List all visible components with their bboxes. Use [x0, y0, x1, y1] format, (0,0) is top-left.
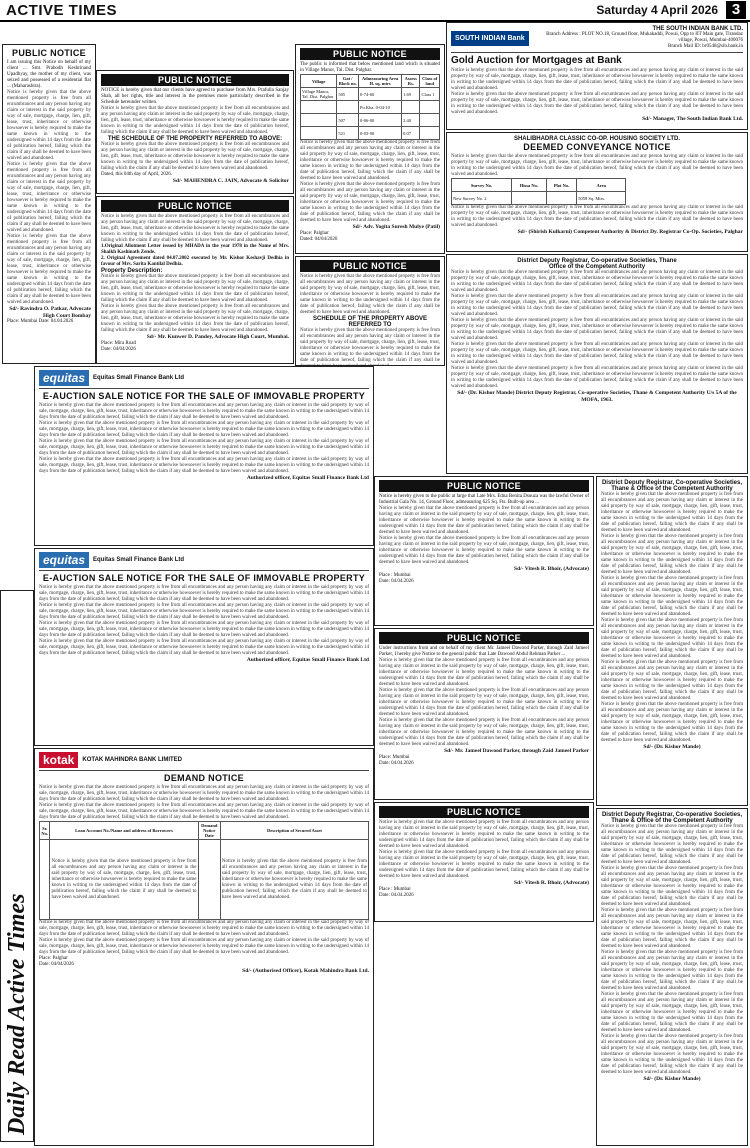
notice-dated: Dated, this 04th day of April, 2026. [101, 172, 172, 177]
notice-filler-2: Notice is hereby given that the above mentioned property is free from all encumbrances and any person having any claim or interest in the said property by way of sale, mortgage, charge, lien, gift, lease, trust, inheritance or otherwise howsoever is hereby required to make the same known in writing to the undersigned within 14 days from the date of publication hereof, failing which the claim if any shall be deemed to have been waived and abandoned. [7, 162, 91, 233]
district-registrar-notice-2 [596, 476, 748, 806]
notice-filler: Notice is hereby given that the above mentioned property is free from all encumbrances and any person having any claim or interest in the said property by way of sale, mortgage, charge, lien, gift, lease, trust, inheritance or otherwise howsoever is hereby required to make the same known in writing to the undersigned within 14 days from the date of publication hereof, failing which the claim if any shall be deemed to have been waived and abandoned. [601, 492, 743, 533]
notice-signature: Authorized officer, Equitas Small Finance Bank Ltd [246, 657, 369, 663]
notice-filler-2: Notice is hereby given that the above mentioned property is free from all encumbrances and any person having any claim or interest in the said property by way of sale, mortgage, charge, lien, gift, lease, trust, inheritance or otherwise howsoever is hereby required to make the same known in writing to the undersigned within 14 days from the date of publication hereof, failing which the claim if any shall be deemed to have been waived and abandoned. [39, 603, 369, 620]
notice-date: Date: 04/04/2026 [39, 962, 74, 967]
notice-title: District Deputy Registrar, Co-operative Societies, Thane [517, 258, 677, 264]
notice-filler: Notice is hereby given that the above mentioned property is free from all encumbrances and any person having any claim or interest in the said property by way of sale, mortgage, charge, lien, gift, lease, trust, inheritance or otherwise howsoever is hereby required to make the same known in writing to the undersigned within 14 days from the date of publication hereof, failing which the claim if any shall be deemed to have been waived and abandoned. [101, 106, 289, 135]
vertical-banner-text: Daily Read Active Times [4, 893, 30, 1135]
table-header-row [452, 179, 626, 192]
table-cell: 0.07 [402, 127, 420, 140]
table-row [452, 192, 626, 205]
table-header: Admeasuring Area H. sq. mtrs [359, 75, 402, 88]
notice-signature: Sd/- (Dr. Kishor Mande) District Deputy Registrar, Co-operative Societies, Thane & Competent Authority U/s 5A of the MOFA, 1963. [457, 390, 737, 403]
notice-filler-3: Notice is hereby given that the above mentioned property is free from all encumbrances and any person having any claim or interest in the said property by way of sale, mortgage, charge, lien, gift, lease, trust, inheritance or otherwise howsoever is hereby required to make the same known in writing to the undersigned within 14 days from the date of publication hereof, failing which the claim if any shall be deemed to have been waived and abandoned. [39, 621, 369, 638]
notice-filler: Notice is hereby given that the above mentioned property is free from all encumbrances and any person having any claim or interest in the said property by way of sale, mortgage, charge, lien, gift, lease, trust, inheritance or otherwise howsoever is hereby required to make the same known in writing to the undersigned within 14 days from the date of publication hereof, failing which the claim if any shall be deemed to have been waived and abandoned. [101, 214, 289, 243]
table-cell [420, 127, 440, 140]
notice-title: PUBLIC NOTICE [12, 48, 86, 58]
notice-signature: Sd/- Vitesh R. Bhoir, (Advocate) [514, 880, 589, 886]
newspaper-title: ACTIVE TIMES [6, 2, 118, 19]
equitas-auction-notice-1 [34, 366, 374, 546]
equitas-header [39, 370, 369, 389]
notice-place: Place: Palghar [300, 230, 329, 236]
kotak-demand-notice [34, 748, 374, 1146]
public-notice-documents [96, 196, 294, 364]
table-header: Assess Rs. [402, 75, 420, 88]
col1-public-notice [2, 44, 96, 364]
notice-filler-2: Notice is hereby given that the above mentioned property is free from all encumbrances and any person having any claim or interest in the said property by way of sale, mortgage, charge, lien, gift, lease, trust, inheritance or otherwise howsoever is hereby required to make the same known in writing to the undersigned within 14 days from the date of publication hereof, failing which the claim if any shall be [300, 328, 440, 363]
notice-filler-2: Notice is hereby given that the above mentioned property is free from all encumbrances and any person having any claim or interest in the said property by way of sale, mortgage, charge, lien, gift, lease, trust, inheritance or otherwise howsoever is hereby required to make the same known in writing to the undersigned within 14 days from the date of publication hereof, failing which the claim if any shall be deemed to have been waived and abandoned. [101, 142, 289, 171]
notice-place: Place: Mira Road [101, 340, 136, 346]
notice-title: District Deputy Registrar, Co-operative Societies, Thane & Office of the Competent Authority [601, 480, 743, 492]
notice-filler-4: Notice is hereby given that the above mentioned property is free from all encumbrances and any person having any claim or interest in the said property by way of sale, mortgage, charge, lien, gift, lease, trust, inheritance or otherwise howsoever is hereby required to make the same known in writing to the undersigned within 14 days from the date of publication hereof, failing which the claim if any shall be deemed to have been waived and abandoned. [601, 618, 743, 659]
bank-header [451, 26, 743, 53]
notice-filler: Notice is hereby given that the above mentioned property is free from all encumbrances and any person having any claim or interest in the said property by way of sale, mortgage, charge, lien, gift, lease, trust, inheritance or otherwise howsoever is hereby required to make the same known in writing to the undersigned within 14 days from the date of publication hereof, failing which the claim if any shall be deemed to have been waived and abandoned. [379, 820, 589, 849]
table-cell: Notice is hereby given that the above mentioned property is free from all encumbrances and any person having any claim or interest in the said property by way of sale, mortgage, charge, lien, gift, lease, trust, inheritance or otherwise howsoever is hereby required to make the same known in writing to the undersigned within 14 days from the date of publication hereof, failing which the claim if any shall be deemed to have been waived and abandoned. [50, 840, 198, 920]
table-header: Loan Account No./Name and address of Borrowers [50, 822, 198, 840]
table-cell [420, 101, 440, 114]
equitas-company: Equitas Small Finance Bank Ltd [93, 557, 185, 563]
notice-title: PUBLIC NOTICE [101, 74, 289, 86]
table-cell: New Survey No. 2 [452, 192, 512, 205]
notice-place: Place: Mumbai [379, 754, 410, 760]
notice-intro: Notice is hereby given to the public at large that Late Mrs. Edna Benita Dsouza was the lawful Owner of Industrial Gala No. 14, Ground Floor, admeasuring 625 Sq. Fts. Built-up area ... [379, 494, 589, 505]
equitas-header [39, 552, 369, 571]
table-cell [40, 840, 50, 920]
notice-filler-5: Notice is hereby given that the above mentioned property is free from all encumbrances and any person having any claim or interest in the said property by way of sale, mortgage, charge, lien, gift, lease, trust, inheritance or otherwise howsoever is hereby required to make the same known in writing to the undersigned within 14 days from the date of publication hereof, failing which the claim if any shall be deemed to have been waived and abandoned. [601, 992, 743, 1033]
bank-mail: Branch Mail ID: br0548@sib.bank.in [667, 44, 743, 49]
table-cell [301, 101, 337, 114]
south-indian-bank-logo: SOUTH INDIAN Bank [451, 31, 529, 46]
table-cell: Notice is hereby given that the above mentioned property is free from all encumbrances and any person having any claim or interest in the said property by way of sale, mortgage, charge, lien, gift, lease, trust, inheritance or otherwise howsoever is hereby required to make the same known in writing to the undersigned within 14 days from the date of publication hereof, failing which the claim if any shall be deemed to have been waived and abandoned. [220, 840, 368, 920]
notice-subtitle: Office of the Competent Authority [548, 264, 646, 270]
table-header: Sr. No. [40, 822, 50, 840]
table-header: Survey No. [452, 179, 512, 192]
notice-signature: Sd/- Mr. Jameel Dawood Parker, through Zaid Jameel Parker [444, 748, 589, 754]
auction-title: E-AUCTION SALE NOTICE FOR THE SALE OF IMMOVABLE PROPERTY [42, 391, 366, 401]
notice-intro: NOTICE is hereby given that our clients have agreed to purchase from Mrs. Prafulla Sanjay Shah, all her rights, title and interest in the premises more particularly described in the Schedule hereunder written. [101, 88, 289, 105]
notice-date: Date: 04/04/2026 [101, 346, 136, 352]
notice-signature: Sd/- (Dr. Kishor Mande) [643, 744, 701, 750]
table-header: Gat / Block no. [338, 76, 357, 86]
public-notice-gala-2 [374, 802, 594, 922]
notice-signature: Sd/- Manager, The South Indian Bank Ltd. [642, 116, 743, 122]
bank-address: Branch Address : PLOT NO.18, Ground floor, Mukakaddi, Powai, Opp to IIT Main gate, Tirandaz village, Powai, Mumbai-400076 [546, 32, 743, 43]
demand-notice-title: DEMAND NOTICE [164, 773, 244, 783]
notice-filler-4: Notice is hereby given that the above mentioned property is free from all encumbrances and any person having any claim or interest in the said property by way of sale, mortgage, charge, lien, gift, lease, trust, inheritance or otherwise howsoever is hereby required to make the same known in writing to the undersigned within 14 days from the date of publication hereof, failing which the claim if any shall be deemed to have been waived and abandoned. [451, 342, 743, 365]
notice-filler: Notice is hereby given that the above mentioned property is free from all encumbrances and any person having any claim or interest in the said property by way of sale, mortgage, charge, lien, gift, lease, trust, inheritance or otherwise howsoever is hereby required to make the same known in writing to the undersigned within 14 days from the date of publication hereof, failing which the claim if any shall be deemed to have been waived and abandoned. [39, 785, 369, 802]
property-description-title: Property Description: [101, 268, 163, 274]
public-notice-land [295, 44, 445, 254]
table-cell: Class 1 [420, 88, 440, 101]
notice-place: Place : Mumbai [379, 572, 411, 578]
table-row [301, 114, 440, 127]
deemed-conveyance-notice [446, 132, 748, 252]
notice-signature: Sd/- (Dr. Kishor Mande) [643, 1076, 701, 1082]
notice-filler-4: Notice is hereby given that the above mentioned property is free from all encumbrances and any person having any claim or interest in the said property by way of sale, mortgage, charge, lien, gift, lease, trust, inheritance or otherwise howsoever is hereby required to make the same known in writing to the undersigned within 14 days from the date of publication hereof, failing which the claim if any shall be deemed to have been waived and abandoned. [39, 457, 369, 474]
land-table [300, 74, 440, 140]
notice-title: PUBLIC NOTICE [379, 632, 589, 644]
notice-place: Place: Palghar [39, 956, 68, 961]
table-cell: 0-03-90 [359, 127, 402, 140]
table-cell: 0-06-00 [359, 114, 402, 127]
table-cell [402, 101, 420, 114]
notice-filler: Notice is hereby given that the above mentioned property is free from all encumbrances and any person having any claim or interest in the said property by way of sale, mortgage, charge, lien, gift, lease, trust, inheritance or otherwise howsoever is hereby required to make the same known in writing to the undersigned within 14 days from the date of publication hereof, failing which the claim if any shall be deemed to have been waived and abandoned. [601, 824, 743, 865]
table-header-row [40, 822, 369, 840]
schedule-title: THE SCHEDULE OF THE PROPERTY REFERRED TO ABOVE: [107, 136, 283, 142]
public-notice-parker [374, 628, 594, 800]
notice-signature: Sd/- Mr. Kunwer D. Pandey, Advocate High Court, Mumbai. [146, 334, 289, 340]
notice-date: Date: 04.04.2026 [379, 892, 414, 898]
notice-title: PUBLIC NOTICE [300, 48, 440, 60]
table-header: Class of land [420, 75, 440, 88]
schedule-title: SCHEDULE OF THE PROPERTY ABOVE REFERRED TO [312, 316, 427, 328]
notice-subtitle: DEEMED CONVEYANCE NOTICE [523, 142, 671, 152]
vertical-banner [0, 590, 34, 1142]
table-cell [301, 127, 337, 140]
notice-place: Place : Mumbai [379, 886, 411, 892]
notice-filler: Notice is hereby given that the above mentioned property is free from all encumbrances and any person having any claim or interest in the said property by way of sale, mortgage, charge, lien, gift, lease, trust, inheritance or otherwise howsoever is hereby required to make the same known in writing to the undersigned within 14 days from the date of publication hereof, failing which the claim if any shall be deemed to have been waived and abandoned. [300, 140, 440, 181]
notice-intro: Under instructions from and on behalf of my client Mr. Jameel Dawood Parker, through Zaid Jameel Parker, I hereby give Notice to the general public that Late Dawood Abdul Rehman Parker ... [379, 646, 589, 657]
notice-intro: The public is informed that below mentioned land which is situated in Village Manor, Tal. Dist. Palghar. [300, 62, 440, 73]
south-indian-bank-notice [446, 22, 748, 130]
notice-filler-6: Notice is hereby given that the above mentioned property is free from all encumbrances and any person having any claim or interest in the said property by way of sale, mortgage, charge, lien, gift, lease, trust, inheritance or otherwise howsoever is hereby required to make the same known in writing to the undersigned within 14 days from the date of publication hereof, failing which the claim if any shall be deemed to have been waived and abandoned. [601, 1034, 743, 1075]
notice-filler-4: Notice is hereby given that the above mentioned property is free from all encumbrances and any person having any claim or interest in the said property by way of sale, mortgage, charge, lien, gift, lease, trust, inheritance or otherwise howsoever is hereby required to make the same known in writing to the undersigned within 14 days from the date of publication hereof, failing which the claim if any shall be deemed to have been waived and abandoned. [39, 938, 369, 955]
notice-date: Dated: 04/04/2026 [300, 236, 338, 242]
table-cell: Village Manor, Tal. Dist. Palghar [301, 88, 337, 101]
table-cell [198, 840, 220, 920]
notice-filler-2: Notice is hereby given that the above mentioned property is free from all encumbrances and any person having any claim or interest in the said property by way of sale, mortgage, charge, lien, gift, lease, trust, inheritance or otherwise howsoever is hereby required to make the same known in writing to the undersigned within 14 days from the date of publication hereof, failing which the claim if any shall be deemed to have been waived and abandoned. [300, 182, 440, 223]
notice-filler-2: Notice is hereby given that the above mentioned property is free from all encumbrances and any person having any claim or interest in the said property by way of sale, mortgage, charge, lien, gift, lease, trust, inheritance or otherwise howsoever is hereby required to make the same known in writing to the undersigned within 14 days from the date of publication hereof, failing which the claim if any shall be deemed to have been waived and abandoned. [379, 850, 589, 879]
masthead [0, 0, 750, 22]
notice-title: PUBLIC NOTICE [379, 480, 589, 492]
demand-table [39, 821, 369, 920]
notice-filler-2: Notice is hereby given that the above mentioned property is free from all encumbrances and any person having any claim or interest in the said property by way of sale, mortgage, charge, lien, gift, lease, trust, inheritance or otherwise howsoever is hereby required to make the same known in writing to the undersigned within 14 days from the date of publication hereof, failing which the claim if any shall be deemed to have been waived and abandoned. [451, 294, 743, 317]
notice-filler-3: Notice is hereby given that the above mentioned property is free from all encumbrances and any person having any claim or interest in the said property by way of sale, mortgage, charge, lien, gift, lease, trust, inheritance or otherwise howsoever is hereby required to make the same known in writing to the undersigned within 14 days from the date of publication hereof, failing which the claim if any shall be deemed to have been waived and abandoned. [451, 318, 743, 341]
notice-title: PUBLIC NOTICE [300, 260, 440, 272]
equitas-auction-notice-2 [34, 548, 374, 746]
survey-table [451, 178, 626, 205]
notice-signature: Sd/- (Authorised Officer), Kotak Mahindra Bank Ltd. [242, 968, 369, 974]
notice-filler-5: Notice is hereby given that the above mentioned property is free from all encumbrances and any person having any claim or interest in the said property by way of sale, mortgage, charge, lien, gift, lease, trust, inheritance or otherwise howsoever is hereby required to make the same known in writing to the undersigned within 14 days from the date of publication hereof, failing which the claim if any shall be deemed to have been waived and abandoned. [451, 366, 743, 389]
notice-title: PUBLIC NOTICE [379, 806, 589, 818]
table-row [301, 88, 440, 101]
notice-filler-2: Notice is hereby given that the above mentioned property is free from all encumbrances and any person having any claim or interest in the said property by way of sale, mortgage, charge, lien, gift, lease, trust, inheritance or otherwise howsoever is hereby required to make the same known in writing to the undersigned within 14 days from the date of publication hereof, failing which the claim if any shall be deemed to have been waived and abandoned. [601, 866, 743, 907]
notice-filler-2: Notice is hereby given that the above mentioned property is free from all encumbrances and any person having any claim or interest in the said property by way of sale, mortgage, charge, lien, gift, lease, trust, inheritance or otherwise howsoever is hereby required to make the same known in writing to the undersigned within 14 days from the date of publication hereof, failing which the claim if any shall be deemed to have been waived and abandoned. [101, 274, 289, 303]
notice-title: District Deputy Registrar, Co-operative Societies, Thane & Office of the Competent Authority [601, 812, 743, 824]
notice-filler: Notice is hereby given that the above mentioned property is free from all encumbrances and any person having any claim or interest in the said property by way of sale, mortgage, charge, lien, gift, lease, trust, inheritance or otherwise howsoever is hereby required to make the same known in writing to the undersigned within 14 days from the date of publication hereof, failing which the claim if any shall be deemed to have been waived and abandoned. [7, 90, 91, 161]
notice-filler-4: Notice is hereby given that the above mentioned property is free from all encumbrances and any person having any claim or interest in the said property by way of sale, mortgage, charge, lien, gift, lease, trust, inheritance or otherwise howsoever is hereby required to make the same known in writing to the undersigned within 14 days from the date of publication hereof, failing which the claim if any shall be deemed to have been waived and abandoned. [39, 639, 369, 656]
document-item-2: 2. Original Agreement dated 04.07.2002 executed by Mr. Kishor Keshavji Dedhia in favour of Mrs. Sarita Kantilal Dedhia. [101, 256, 289, 267]
notice-signature: Sd/- Ravindra O. Patkar, Advocate High Court Bombay [9, 306, 91, 319]
notice-signature: Sd/- (Shirish Kulkarni) Competent Authority & District Dy. Registrar Co-Op. Societies, Palghar [517, 229, 743, 235]
equitas-logo: equitas [39, 552, 89, 568]
table-header: Description of Secured Asset [220, 822, 368, 840]
notice-filler-5: Notice is hereby given that the above mentioned property is free from all encumbrances and any person having any claim or interest in the said property by way of sale, mortgage, charge, lien, gift, lease, trust, inheritance or otherwise howsoever is hereby required to make the same known in writing to the undersigned within 14 days from the date of publication hereof, failing which the claim if any shall be deemed to have been waived and abandoned. [601, 660, 743, 701]
notice-filler-2: Notice is hereby given that the above mentioned property is free from all encumbrances and any person having any claim or interest in the said property by way of sale, mortgage, charge, lien, gift, lease, trust, inheritance or otherwise howsoever is hereby required to make the same known in writing to the undersigned within 14 days from the date of publication hereof, failing which the claim if any shall be deemed to have been waived and abandoned. [39, 803, 369, 820]
table-cell [511, 192, 546, 205]
notice-filler: Notice is hereby given that the above mentioned property is free from all encumbrances and any person having any claim or interest in the said property by way of sale, mortgage, charge, lien, gift, lease, trust, inheritance or otherwise howsoever is hereby required to make the same known in writing to the undersigned within 14 days from the date of publication hereof, failing which the claim if any shall be deemed to have been waived and abandoned. [300, 274, 440, 315]
table-cell [420, 114, 440, 127]
table-header: Plot No. [546, 179, 576, 192]
notice-filler-3: Notice is hereby given that the above mentioned property is free from all encumbrances and any person having any claim or interest in the said property by way of sale, mortgage, charge, lien, gift, lease, trust, inheritance or otherwise howsoever is hereby required to make the same known in writing to the undersigned within 14 days from the date of publication hereof, failing which the claim if any shall be deemed to have been waived and abandoned. [601, 576, 743, 617]
table-cell [301, 114, 337, 127]
table-cell: 0-74-60 [359, 88, 402, 101]
table-cell: 1.69 [402, 88, 420, 101]
table-cell: 507 [337, 114, 359, 127]
table-header: Area [577, 179, 626, 192]
notice-filler: Notice is hereby given that the above mentioned property is free from all encumbrances and any person having any claim or interest in the said property by way of sale, mortgage, charge, lien, gift, lease, trust, inheritance or otherwise howsoever is hereby required to make the same known in writing to the undersigned within 14 days from the date of publication hereof, failing which the claim if any shall be deemed to have been waived and abandoned. [379, 658, 589, 687]
table-header: Village [301, 75, 337, 88]
notice-filler-3: Notice is hereby given that the above mentioned property is free from all encumbrances and any person having any claim or interest in the said property by way of sale, mortgage, charge, lien, gift, lease, trust, inheritance or otherwise howsoever is hereby required to make the same known in writing to the undersigned within 14 days from the date of publication hereof, failing which the claim if any shall be deemed to have been waived and abandoned. [101, 304, 289, 333]
notice-date: Date: 04.04.2026 [379, 578, 414, 584]
notice-filler-2: Notice is hereby given that the above mentioned property is free from all encumbrances and any person having any claim or interest in the said property by way of sale, mortgage, charge, lien, gift, lease, trust, inheritance or otherwise howsoever is hereby required to make the same known in writing to the undersigned within 14 days from the date of publication hereof, failing which the claim if any shall be deemed to have been waived and abandoned. [601, 534, 743, 575]
notice-body: I am issuing this Notice on behalf of my client ... Smt. Prabodh Keshrinand Upadhyay, the mother of my client, was seized and possessed of a residential flat ... (Maharashtra). [7, 60, 91, 89]
public-notice-gala-1 [374, 476, 594, 626]
public-notice-flat [295, 256, 445, 366]
notice-filler: Notice is hereby given that the above mentioned property is free from all encumbrances and any person having any claim or interest in the said property by way of sale, mortgage, charge, lien, gift, lease, trust, inheritance or otherwise howsoever is hereby required to make the same known in writing to the undersigned within 14 days from the date of publication hereof, failing which the claim if any shall be deemed to have been waived and abandoned. [451, 68, 743, 91]
table-row [40, 840, 369, 920]
notice-filler-3: Notice is hereby given that the above mentioned property is free from all encumbrances and any person having any claim or interest in the said property by way of sale, mortgage, charge, lien, gift, lease, trust, inheritance or otherwise howsoever is hereby required to make the same known in writing to the undersigned within 14 days from the date of publication hereof, failing which the claim if any shall be deemed to have been waived and abandoned. [601, 908, 743, 949]
issue-date: Saturday 4 April 2026 [596, 3, 718, 17]
notice-signature: Sd/- Vitesh R. Bhoir, (Advocate) [514, 566, 589, 572]
notice-signature: Authorized officer, Equitas Small Finance Bank Ltd [246, 475, 369, 481]
table-cell [337, 101, 359, 114]
kotak-logo: kotak [39, 752, 78, 768]
notice-date: Date: 04.04.2026 [379, 760, 414, 766]
table-header: Hissa No. [511, 179, 546, 192]
table-cell: 5058 Sq. Mtrs. [577, 192, 626, 205]
notice-signature: Sd/- Adv. Yogita Suresh Mulye (Patil) [352, 224, 440, 230]
equitas-company: Equitas Small Finance Bank Ltd [93, 375, 185, 381]
notice-filler-3: Notice is hereby given that the above mentioned property is free from all encumbrances and any person having any claim or interest in the said property by way of sale, mortgage, charge, lien, gift, lease, trust, inheritance or otherwise howsoever is hereby required to make the same known in writing to the undersigned within 14 days from the date of publication hereof, failing which the claim if any shall be deemed to have been waived and abandoned. [379, 718, 589, 747]
table-row [301, 101, 440, 114]
notice-filler-6: Notice is hereby given that the above mentioned property is free from all encumbrances and any person having any claim or interest in the said property by way of sale, mortgage, charge, lien, gift, lease, trust, inheritance or otherwise howsoever is hereby required to make the same known in writing to the undersigned within 14 days from the date of publication hereof, failing which the claim if any shall be deemed to have been waived and abandoned. [601, 702, 743, 743]
notice-filler-2: Notice is hereby given that the above mentioned property is free from all encumbrances and any person having any claim or interest in the said property by way of sale, mortgage, charge, lien, gift, lease, trust, inheritance or otherwise howsoever is hereby required to make the same known in writing to the undersigned within 14 days from the date of publication hereof, failing which the claim if any shall be deemed to have been waived and abandoned. [39, 421, 369, 438]
auction-title: E-AUCTION SALE NOTICE FOR THE SALE OF IMMOVABLE PROPERTY [42, 573, 366, 583]
notice-filler-3: Notice is hereby given that the above mentioned property is free from all encumbrances and any person having any claim or interest in the said property by way of sale, mortgage, charge, lien, gift, lease, trust, inheritance or otherwise howsoever is hereby required to make the same known in writing to the undersigned within 14 days from the date of publication hereof, failing which the claim if any shall be deemed to have been waived and abandoned. [39, 439, 369, 456]
table-row [301, 127, 440, 140]
notice-place-date: Place: Mumbai Date: 04.04.2026 [7, 319, 74, 324]
notice-filler: Notice is hereby given that the above mentioned property is free from all encumbrances and any person having any claim or interest in the said property by way of sale, mortgage, charge, lien, gift, lease, trust, inheritance or otherwise howsoever is hereby required to make the same known in writing to the undersigned within 14 days from the date of publication hereof, failing which the claim if any shall be deemed to have been waived and abandoned. [451, 154, 743, 177]
notice-filler-2: Notice is hereby given that the above mentioned property is free from all encumbrances and any person having any claim or interest in the said property by way of sale, mortgage, charge, lien, gift, lease, trust, inheritance or otherwise howsoever is hereby required to make the same known in writing to the undersigned within 14 days from the date of publication hereof, failing which the claim if any shall be deemed to have been waived and abandoned. [451, 205, 743, 228]
notice-filler: Notice is hereby given that the above mentioned property is free from all encumbrances and any person having any claim or interest in the said property by way of sale, mortgage, charge, lien, gift, lease, trust, inheritance or otherwise howsoever is hereby required to make the same known in writing to the undersigned within 14 days from the date of publication hereof, failing which the claim if any shall be deemed to have been waived and abandoned. [379, 506, 589, 535]
table-cell: 505 [337, 88, 359, 101]
table-cell [546, 192, 576, 205]
district-registrar-notice-3 [596, 808, 748, 1146]
public-notice-purchase [96, 70, 294, 194]
notice-filler-2: Notice is hereby given that the above mentioned property is free from all encumbrances and any person having any claim or interest in the said property by way of sale, mortgage, charge, lien, gift, lease, trust, inheritance or otherwise howsoever is hereby required to make the same known in writing to the undersigned within 14 days from the date of publication hereof, failing which the claim if any shall be deemed to have been waived and abandoned. [379, 688, 589, 717]
table-header-row [301, 75, 440, 88]
notice-title: PUBLIC NOTICE [101, 200, 289, 212]
notice-filler-4: Notice is hereby given that the above mentioned property is free from all encumbrances and any person having any claim or interest in the said property by way of sale, mortgage, charge, lien, gift, lease, trust, inheritance or otherwise howsoever is hereby required to make the same known in writing to the undersigned within 14 days from the date of publication hereof, failing which the claim if any shall be deemed to have been waived and abandoned. [601, 950, 743, 991]
notice-filler-2: Notice is hereby given that the above mentioned property is free from all encumbrances and any person having any claim or interest in the said property by way of sale, mortgage, charge, lien, gift, lease, trust, inheritance or otherwise howsoever is hereby required to make the same known in writing to the undersigned within 14 days from the date of publication hereof, failing which the claim if any shall be deemed to have been waived and abandoned. [379, 536, 589, 565]
notice-filler: Notice is hereby given that the above mentioned property is free from all encumbrances and any person having any claim or interest in the said property by way of sale, mortgage, charge, lien, gift, lease, trust, inheritance or otherwise howsoever is hereby required to make the same known in writing to the undersigned within 14 days from the date of publication hereof, failing which the claim if any shall be deemed to have been waived and abandoned. [39, 585, 369, 602]
notice-filler-3: Notice is hereby given that the above mentioned property is free from all encumbrances and any person having any claim or interest in the said property by way of sale, mortgage, charge, lien, gift, lease, trust, inheritance or otherwise howsoever is hereby required to make the same known in writing to the undersigned within 14 days from the date of publication hereof, failing which the claim if any shall be deemed to have been waived and abandoned. [7, 234, 91, 305]
bank-name: THE SOUTH INDIAN BANK LTD. [652, 26, 743, 32]
table-header: Demand Notice Date [198, 822, 220, 840]
notice-filler-3: Notice is hereby given that the above mentioned property is free from all encumbrances and any person having any claim or interest in the said property by way of sale, mortgage, charge, lien, gift, lease, trust, inheritance or otherwise howsoever is hereby required to make the same known in writing to the undersigned within 14 days from the date of publication hereof, failing which the claim if any shall be deemed to have been waived and abandoned. [39, 920, 369, 937]
document-item-1: 1.Original Allotment Letter issued by MHADA in the year 1978 in the Name of Mrs. Shaikh Kashinath Zende. [101, 244, 289, 255]
notice-filler: Notice is hereby given that the above mentioned property is free from all encumbrances and any person having any claim or interest in the said property by way of sale, mortgage, charge, lien, gift, lease, trust, inheritance or otherwise howsoever is hereby required to make the same known in writing to the undersigned within 14 days from the date of publication hereof, failing which the claim if any shall be deemed to have been waived and abandoned. [451, 270, 743, 293]
district-registrar-notice-1 [446, 254, 748, 474]
page-number: 3 [726, 1, 746, 19]
gold-auction-title: Gold Auction for Mortgages at Bank [451, 55, 622, 66]
notice-signature: Sd/- MAHENDRA C. JAIN, Advocate & Solicitor [172, 178, 289, 184]
notice-filler: Notice is hereby given that the above mentioned property is free from all encumbrances and any person having any claim or interest in the said property by way of sale, mortgage, charge, lien, gift, lease, trust, inheritance or otherwise howsoever is hereby required to make the same known in writing to the undersigned within 14 days from the date of publication hereof, failing which the claim if any shall be deemed to have been waived and abandoned. [39, 403, 369, 420]
kotak-header [39, 752, 369, 771]
equitas-logo: equitas [39, 370, 89, 386]
kotak-company: KOTAK MAHINDRA BANK LIMITED [82, 757, 183, 763]
table-cell: 2.40 [402, 114, 420, 127]
table-cell: 521 [337, 127, 359, 140]
notice-filler-2: Notice is hereby given that the above mentioned property is free from all encumbrances and any person having any claim or interest in the said property by way of sale, mortgage, charge, lien, gift, lease, trust, inheritance or otherwise howsoever is hereby required to make the same known in writing to the undersigned within 14 days from the date of publication hereof, failing which the claim if any shall be deemed to have been waived and abandoned. [451, 92, 743, 115]
society-name: SHALIBHADRA CLASSIC CO-OP. HOUSING SOCIETY LTD. [513, 136, 681, 142]
table-cell: Po.Kha. 0-04-10 [359, 101, 402, 114]
